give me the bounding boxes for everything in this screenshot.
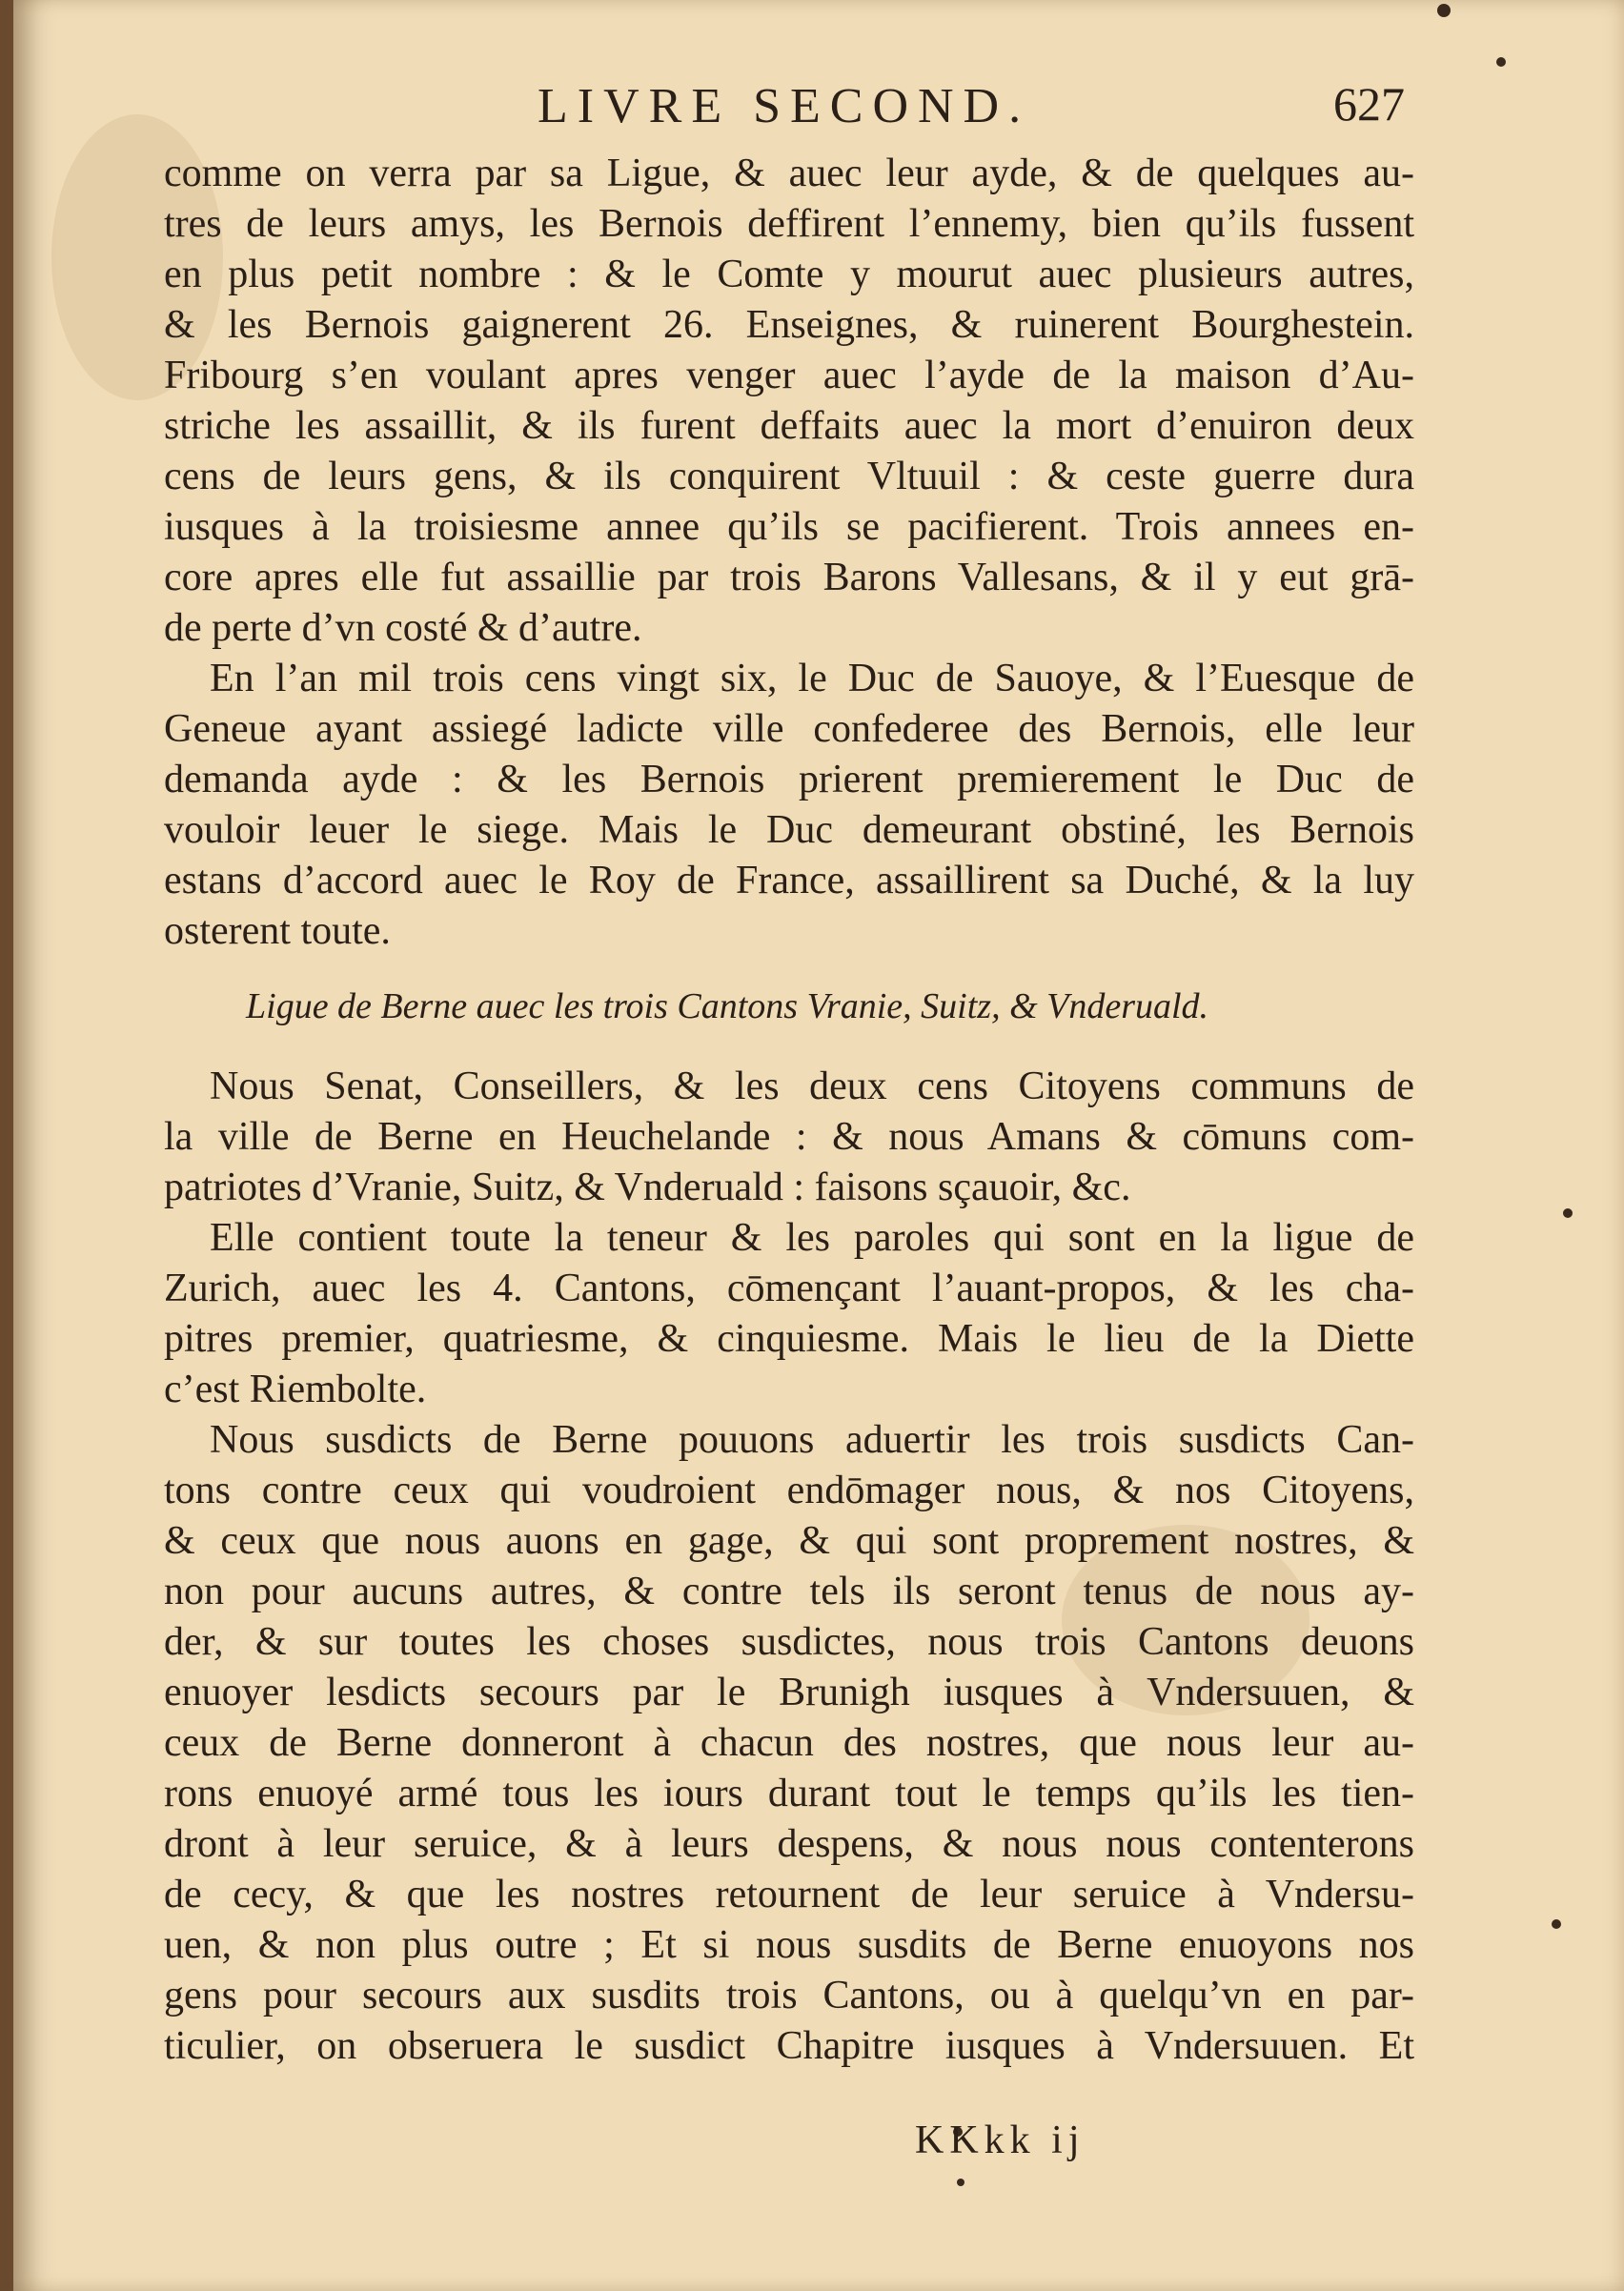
text-line: En l’an mil trois cens vingt six, le Duc de Sauoye, & l’Euesque de xyxy=(210,657,1414,700)
paragraph-5 xyxy=(164,1415,1414,2072)
text-line: & ceux que nous auons en gage, & qui sont proprement nostres, & xyxy=(164,1519,1414,1563)
text-line: demanda ayde : & les Bernois prierent premierement le Duc de xyxy=(164,758,1414,801)
running-head: LIVRE SECOND. xyxy=(538,79,1031,133)
text-line: core apres elle fut assaillie par trois Barons Vallesans, & il y eut grā- xyxy=(164,556,1414,599)
paragraph-3 xyxy=(164,1062,1414,1213)
ink-blot xyxy=(1496,57,1506,67)
text-line: non pour aucuns autres, & contre tels ils seront tenus de nous ay- xyxy=(164,1570,1414,1613)
ink-blot xyxy=(1437,4,1451,17)
section-heading: Ligue de Berne auec les trois Cantons Vranie, Suitz, & Vnderuald. xyxy=(246,986,1209,1026)
text-line: pitres premier, quatriesme, & cinquiesme. Mais le lieu de la Diette xyxy=(164,1317,1414,1361)
text-line: tres de leurs amys, les Bernois deffirent l’ennemy, bien qu’ils fussent xyxy=(164,202,1414,246)
signature-mark: KKkk ij xyxy=(915,2119,1086,2162)
page-text xyxy=(164,72,1414,2072)
text-line: ceux de Berne donneront à chacun des nostres, que nous leur au- xyxy=(164,1721,1414,1765)
text-line: comme on verra par sa Ligue, & auec leur ayde, & de quelques au- xyxy=(164,152,1414,195)
text-line: rons enuoyé armé tous les iours durant tout le temps qu’ils les tien- xyxy=(164,1772,1414,1815)
text-line: Geneue ayant assiegé ladicte ville confederee des Bernois, elle leur xyxy=(164,707,1414,751)
text-line: dront à leur seruice, & à leurs despens, & nous nous contenterons xyxy=(164,1822,1414,1866)
text-line: la ville de Berne en Heuchelande : & nous Amans & cōmuns com- xyxy=(164,1115,1414,1159)
text-line: striche les assaillit, & ils furent deffaits auec la mort d’enuiron deux xyxy=(164,404,1414,448)
text-line: cens de leurs gens, & ils conquirent Vltuuil : & ceste guerre dura xyxy=(164,455,1414,498)
text-line: tons contre ceux qui voudroient endōmager nous, & nos Citoyens, xyxy=(164,1469,1414,1512)
text-line: & les Bernois gaignerent 26. Enseignes, & ruinerent Bourghestein. xyxy=(164,303,1414,347)
text-line: en plus petit nombre : & le Comte y mourut auec plusieurs autres, xyxy=(164,253,1414,296)
text-line: de perte d’vn costé & d’autre. xyxy=(164,606,642,650)
paragraph-4 xyxy=(164,1213,1414,1415)
text-line: estans d’accord auec le Roy de France, assaillirent sa Duché, & la luy xyxy=(164,859,1414,902)
text-line: uen, & non plus outre ; Et si nous susdits de Berne enuoyons nos xyxy=(164,1923,1414,1967)
text-line: enuoyer lesdicts secours par le Brunigh iusques à Vndersuuen, & xyxy=(164,1671,1414,1714)
text-line: Zurich, auec les 4. Cantons, cōmençant l’auant-propos, & les cha- xyxy=(164,1267,1414,1310)
ink-blot xyxy=(1552,1919,1561,1929)
binding-gutter xyxy=(0,0,13,2291)
text-line: iusques à la troisiesme annee qu’ils se pacifierent. Trois annees en- xyxy=(164,505,1414,549)
text-line: Fribourg s’en voulant apres venger auec l’ayde de la maison d’Au- xyxy=(164,354,1414,397)
text-line: vouloir leuer le siege. Mais le Duc demeurant obstiné, les Bernois xyxy=(164,808,1414,852)
text-line: ticulier, on obseruera le susdict Chapitre iusques à Vndersuuen. Et xyxy=(164,2024,1414,2068)
text-line: patriotes d’Vranie, Suitz, & Vnderuald : faisons sçauoir, &c. xyxy=(164,1166,1131,1209)
paragraph-2 xyxy=(164,654,1414,957)
page-header xyxy=(164,72,1414,149)
text-line: Nous susdicts de Berne pouuons aduertir les trois susdicts Can- xyxy=(210,1418,1414,1462)
ink-blot xyxy=(957,2179,964,2186)
text-line: Nous Senat, Conseillers, & les deux cens Citoyens communs de xyxy=(210,1064,1414,1108)
text-line: osterent toute. xyxy=(164,909,391,953)
page-number: 627 xyxy=(1333,77,1405,131)
text-line: de cecy, & que les nostres retournent de leur seruice à Vndersu- xyxy=(164,1873,1414,1916)
text-line: Elle contient toute la teneur & les paroles qui sont en la ligue de xyxy=(210,1216,1414,1260)
paragraph-1 xyxy=(164,149,1414,654)
text-line: c’est Riembolte. xyxy=(164,1368,427,1411)
ink-blot xyxy=(1563,1208,1573,1218)
text-line: der, & sur toutes les choses susdictes, nous trois Cantons deuons xyxy=(164,1620,1414,1664)
text-line: gens pour secours aux susdits trois Cantons, ou à quelqu’vn en par- xyxy=(164,1974,1414,2017)
